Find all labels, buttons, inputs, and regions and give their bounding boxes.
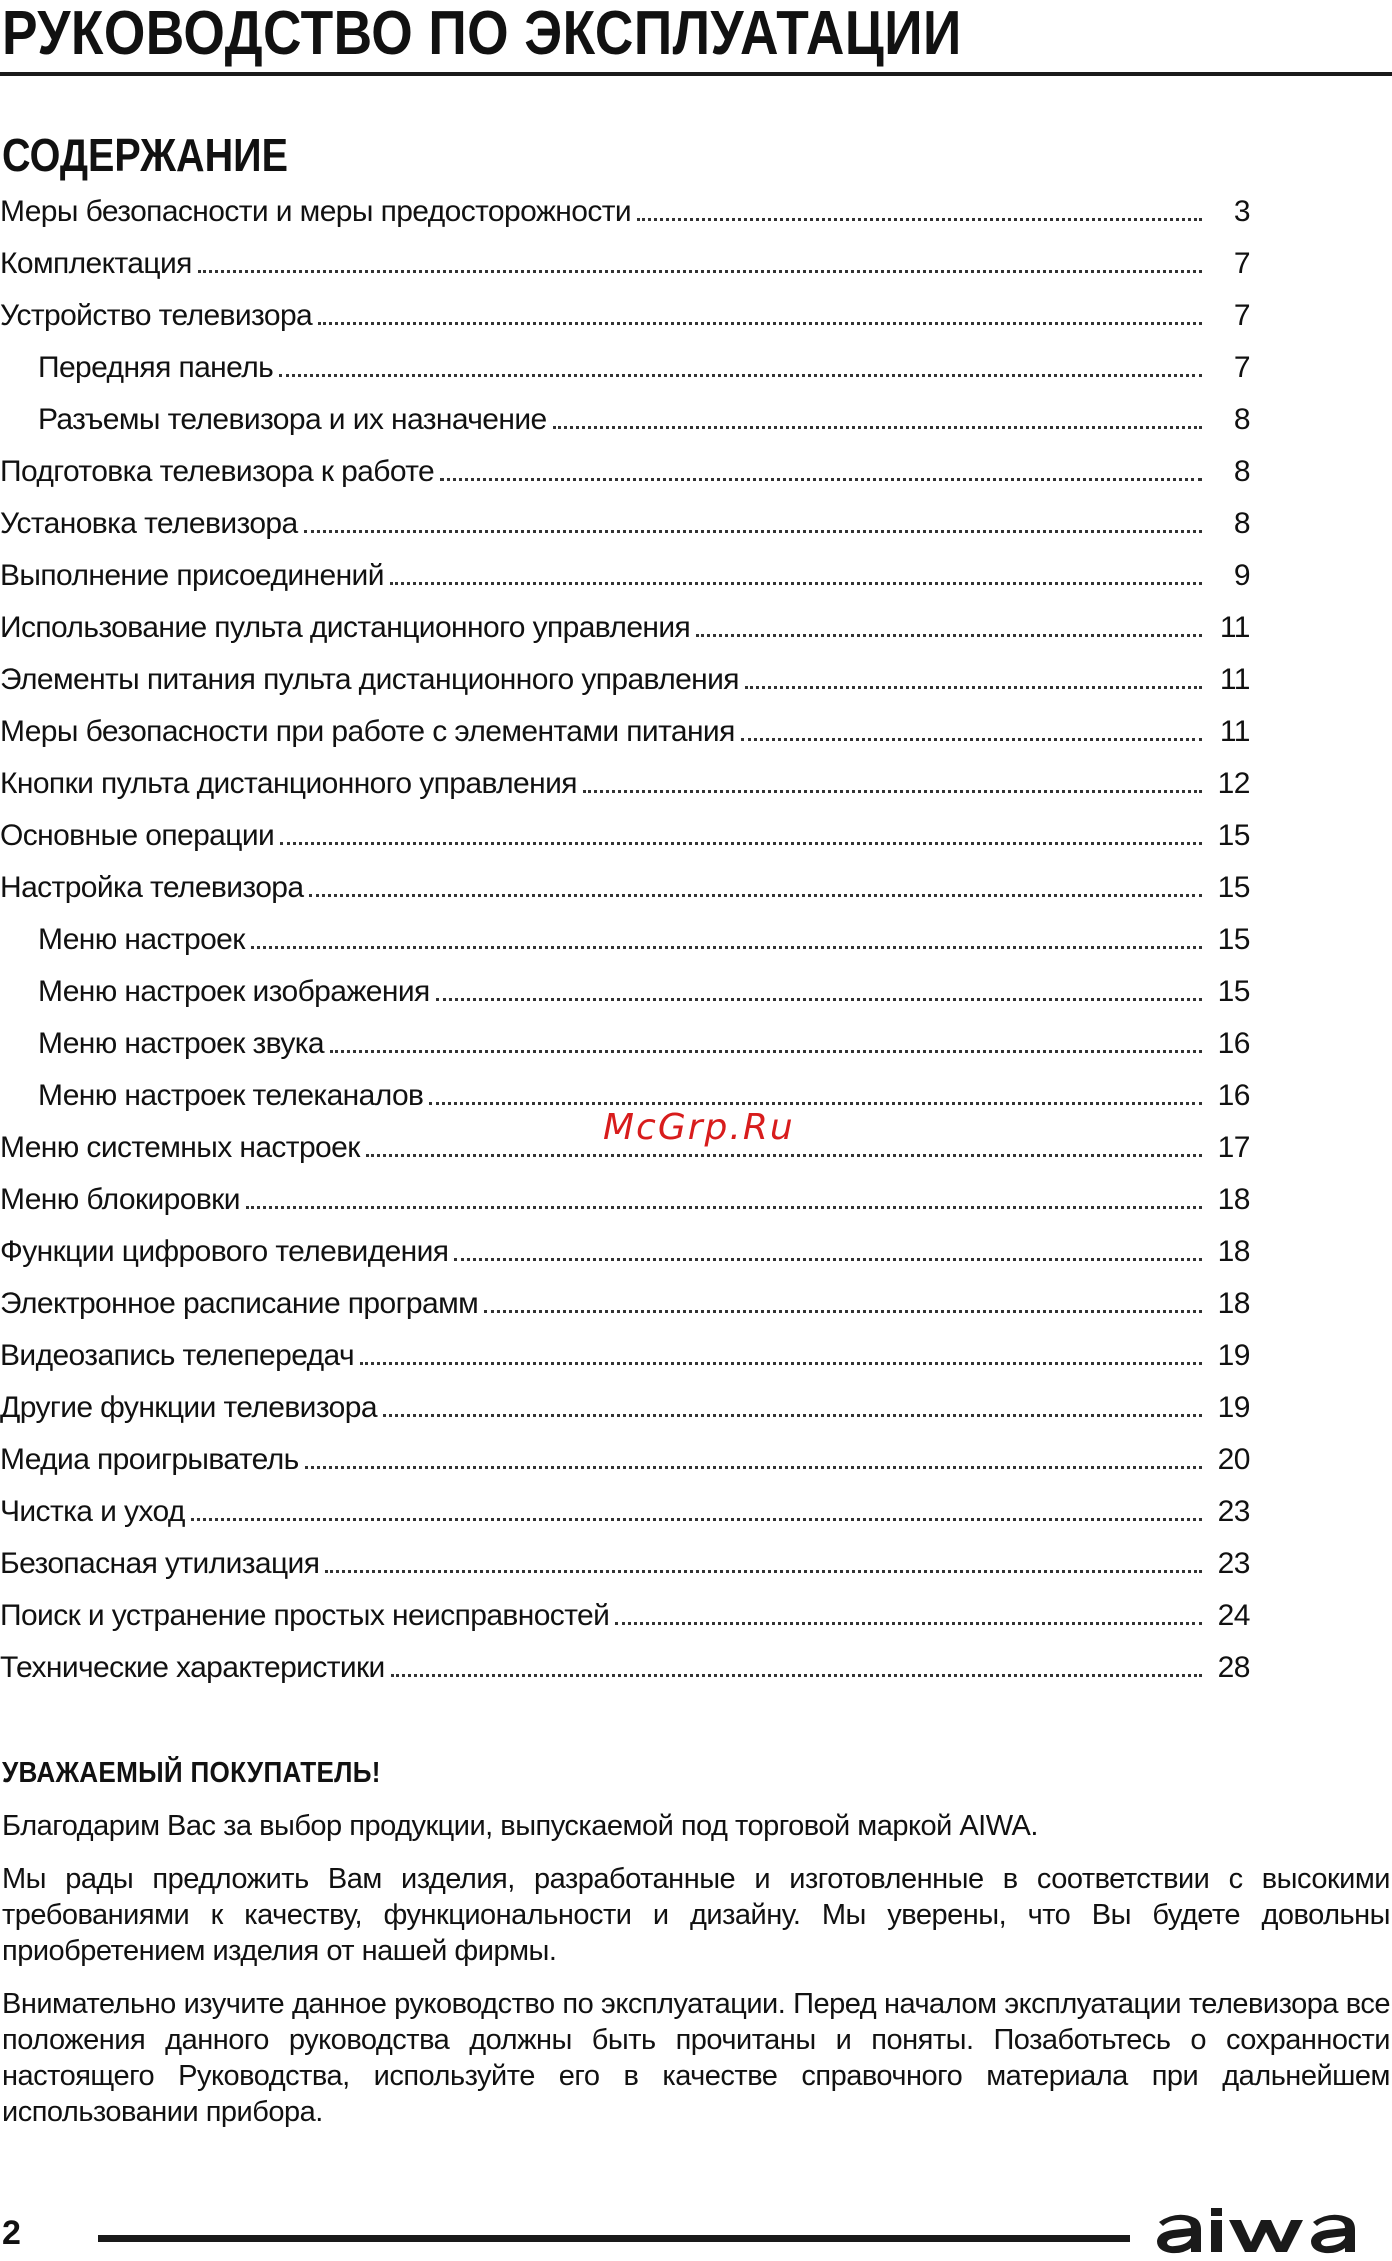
toc-entry-page: 16 <box>1217 1027 1250 1060</box>
toc-dot-leader <box>741 738 1202 741</box>
toc-entry <box>0 450 1250 502</box>
toc-entry <box>0 1542 1250 1594</box>
toc-dot-leader <box>198 270 1202 273</box>
toc-entry-page: 15 <box>1217 923 1250 956</box>
toc-entry-label: Меню настроек <box>38 923 245 956</box>
toc-dot-leader <box>745 686 1202 689</box>
intro-paragraph: Мы рады предложить Вам изделия, разработанные и изготовленные в соответствии с высокими требованиями к качеству, функциональности и дизайну. Мы уверены, что Вы будете довольны приобретением изделия от нашей фирмы. <box>2 1863 1390 1967</box>
toc-entry-label: Безопасная утилизация <box>0 1547 320 1580</box>
toc-heading: СОДЕРЖАНИЕ <box>2 129 288 181</box>
watermark: McGrp.Ru <box>603 1107 795 1148</box>
toc-entry <box>0 190 1250 242</box>
toc-dot-leader <box>246 1206 1202 1209</box>
toc-entry <box>0 918 1250 970</box>
toc-dot-leader <box>615 1622 1202 1625</box>
toc-dot-leader <box>583 790 1202 793</box>
toc-entry <box>0 658 1250 710</box>
toc-entry-page: 23 <box>1217 1547 1250 1580</box>
toc-entry <box>0 1334 1250 1386</box>
toc-entry-label: Меню настроек телеканалов <box>38 1079 424 1112</box>
toc-entry-page: 8 <box>1233 403 1250 436</box>
toc-dot-leader <box>280 842 1202 845</box>
toc-entry-label: Меню настроек звука <box>38 1027 325 1060</box>
toc-entry-label: Технические характеристики <box>0 1651 385 1684</box>
toc-entry <box>0 866 1250 918</box>
page-header <box>0 0 1392 80</box>
toc-dot-leader <box>309 894 1202 897</box>
toc-dot-leader <box>436 998 1202 1001</box>
toc-dot-leader <box>484 1310 1202 1313</box>
toc-entry-page: 18 <box>1217 1235 1250 1268</box>
header-divider <box>0 72 1392 76</box>
toc-entry-label: Чистка и уход <box>0 1495 185 1528</box>
toc-entry <box>0 1646 1250 1698</box>
footer-divider <box>98 2235 1130 2242</box>
toc-entry-page: 7 <box>1233 247 1250 280</box>
toc-entry-label: Устройство телевизора <box>0 299 313 332</box>
toc-entry <box>0 398 1250 450</box>
toc-entry-page: 23 <box>1217 1495 1250 1528</box>
page-number: 2 <box>2 2214 21 2252</box>
toc-entry-label: Передняя панель <box>38 351 274 384</box>
toc-entry-label: Основные операции <box>0 819 275 852</box>
toc-entry-label: Меню блокировки <box>0 1183 240 1216</box>
toc-entry <box>0 970 1250 1022</box>
intro-paragraph: Внимательно изучите данное руководство по эксплуатации. Перед началом эксплуатации телевизора все положения данного руководства должны быть прочитаны и поняты. Позаботьтесь о сохранности настоящего Руководства, используйте его в качестве справочного материала при дальнейшем использовании прибора. <box>2 1988 1390 2128</box>
toc-dot-leader <box>637 218 1202 221</box>
document-title: РУКОВОДСТВО ПО ЭКСПЛУАТАЦИИ <box>2 0 962 68</box>
toc-dot-leader <box>330 1050 1202 1053</box>
intro-paragraph: Благодарим Вас за выбор продукции, выпускаемой под торговой маркой AIWA. <box>2 1810 1038 1842</box>
toc-entry-page: 11 <box>1219 663 1250 696</box>
toc-entry-page: 15 <box>1217 975 1250 1008</box>
toc-entry-label: Меры безопасности при работе с элементами питания <box>0 715 735 748</box>
toc-entry <box>0 346 1250 398</box>
toc-dot-leader <box>696 634 1202 637</box>
toc-entry-label: Меню системных настроек <box>0 1131 360 1164</box>
toc-entry <box>0 1230 1250 1282</box>
toc-entry-page: 18 <box>1217 1183 1250 1216</box>
toc-entry-page: 20 <box>1217 1443 1250 1476</box>
toc-entry <box>0 710 1250 762</box>
toc-entry-label: Другие функции телевизора <box>0 1391 377 1424</box>
toc-entry-label: Медиа проигрыватель <box>0 1443 299 1476</box>
toc-entry-label: Выполнение присоединений <box>0 559 384 592</box>
toc-entry-label: Электронное расписание программ <box>0 1287 479 1320</box>
toc-entry-page: 11 <box>1219 715 1250 748</box>
toc-dot-leader <box>360 1362 1202 1365</box>
toc-entry-page: 7 <box>1233 351 1250 384</box>
toc-entry-page: 9 <box>1233 559 1250 592</box>
aiwa-logo <box>1155 2206 1390 2256</box>
toc-entry-page: 28 <box>1217 1651 1250 1684</box>
toc-entry-page: 15 <box>1217 871 1250 904</box>
toc-dot-leader <box>304 530 1202 533</box>
toc-dot-leader <box>429 1102 1202 1105</box>
toc-entry <box>0 294 1250 346</box>
toc-entry <box>0 1282 1250 1334</box>
toc-entry-label: Видеозапись телепередач <box>0 1339 354 1372</box>
table-of-contents <box>0 190 1250 1698</box>
toc-entry-label: Установка телевизора <box>0 507 298 540</box>
greeting-heading: УВАЖАЕМЫЙ ПОКУПАТЕЛЬ! <box>2 1757 381 1789</box>
toc-entry <box>0 1178 1250 1230</box>
brand-logo-mark <box>1157 2208 1355 2253</box>
toc-entry <box>0 1594 1250 1646</box>
toc-entry-page: 11 <box>1219 611 1250 644</box>
toc-dot-leader <box>390 582 1202 585</box>
toc-entry-page: 15 <box>1217 819 1250 852</box>
toc-entry-label: Настройка телевизора <box>0 871 304 904</box>
toc-entry-page: 17 <box>1217 1131 1250 1164</box>
toc-entry-label: Меры безопасности и меры предосторожности <box>0 195 632 228</box>
toc-dot-leader <box>279 374 1202 377</box>
toc-entry <box>0 606 1250 658</box>
toc-entry-label: Элементы питания пульта дистанционного управления <box>0 663 739 696</box>
toc-entry-label: Поиск и устранение простых неисправностей <box>0 1599 610 1632</box>
toc-entry <box>0 814 1250 866</box>
toc-dot-leader <box>191 1518 1202 1521</box>
toc-entry-page: 16 <box>1217 1079 1250 1112</box>
toc-entry <box>0 1022 1250 1074</box>
toc-entry <box>0 1386 1250 1438</box>
toc-dot-leader <box>383 1414 1202 1417</box>
toc-entry-label: Кнопки пульта дистанционного управления <box>0 767 577 800</box>
toc-entry-page: 19 <box>1217 1391 1250 1424</box>
toc-entry-label: Функции цифрового телевидения <box>0 1235 449 1268</box>
toc-entry <box>0 502 1250 554</box>
toc-entry-page: 18 <box>1217 1287 1250 1320</box>
toc-entry <box>0 242 1250 294</box>
toc-dot-leader <box>391 1674 1202 1677</box>
toc-entry-label: Комплектация <box>0 247 192 280</box>
toc-entry <box>0 1490 1250 1542</box>
toc-dot-leader <box>325 1570 1202 1573</box>
toc-entry <box>0 1438 1250 1490</box>
toc-entry <box>0 554 1250 606</box>
toc-entry-label: Разъемы телевизора и их назначение <box>38 403 547 436</box>
toc-entry-page: 24 <box>1217 1599 1250 1632</box>
toc-dot-leader <box>553 426 1202 429</box>
toc-dot-leader <box>251 946 1202 949</box>
toc-entry-page: 8 <box>1233 507 1250 540</box>
toc-entry <box>0 762 1250 814</box>
toc-dot-leader <box>305 1466 1202 1469</box>
toc-dot-leader <box>454 1258 1202 1261</box>
toc-dot-leader <box>318 322 1202 325</box>
toc-entry-label: Подготовка телевизора к работе <box>0 455 435 488</box>
toc-entry-page: 8 <box>1233 455 1250 488</box>
toc-entry-page: 19 <box>1217 1339 1250 1372</box>
toc-dot-leader <box>366 1154 1202 1157</box>
toc-entry-label: Использование пульта дистанционного управления <box>0 611 691 644</box>
toc-dot-leader <box>440 478 1202 481</box>
toc-entry-page: 3 <box>1233 195 1250 228</box>
toc-entry-page: 12 <box>1217 767 1250 800</box>
toc-entry-page: 7 <box>1233 299 1250 332</box>
toc-entry-label: Меню настроек изображения <box>38 975 430 1008</box>
